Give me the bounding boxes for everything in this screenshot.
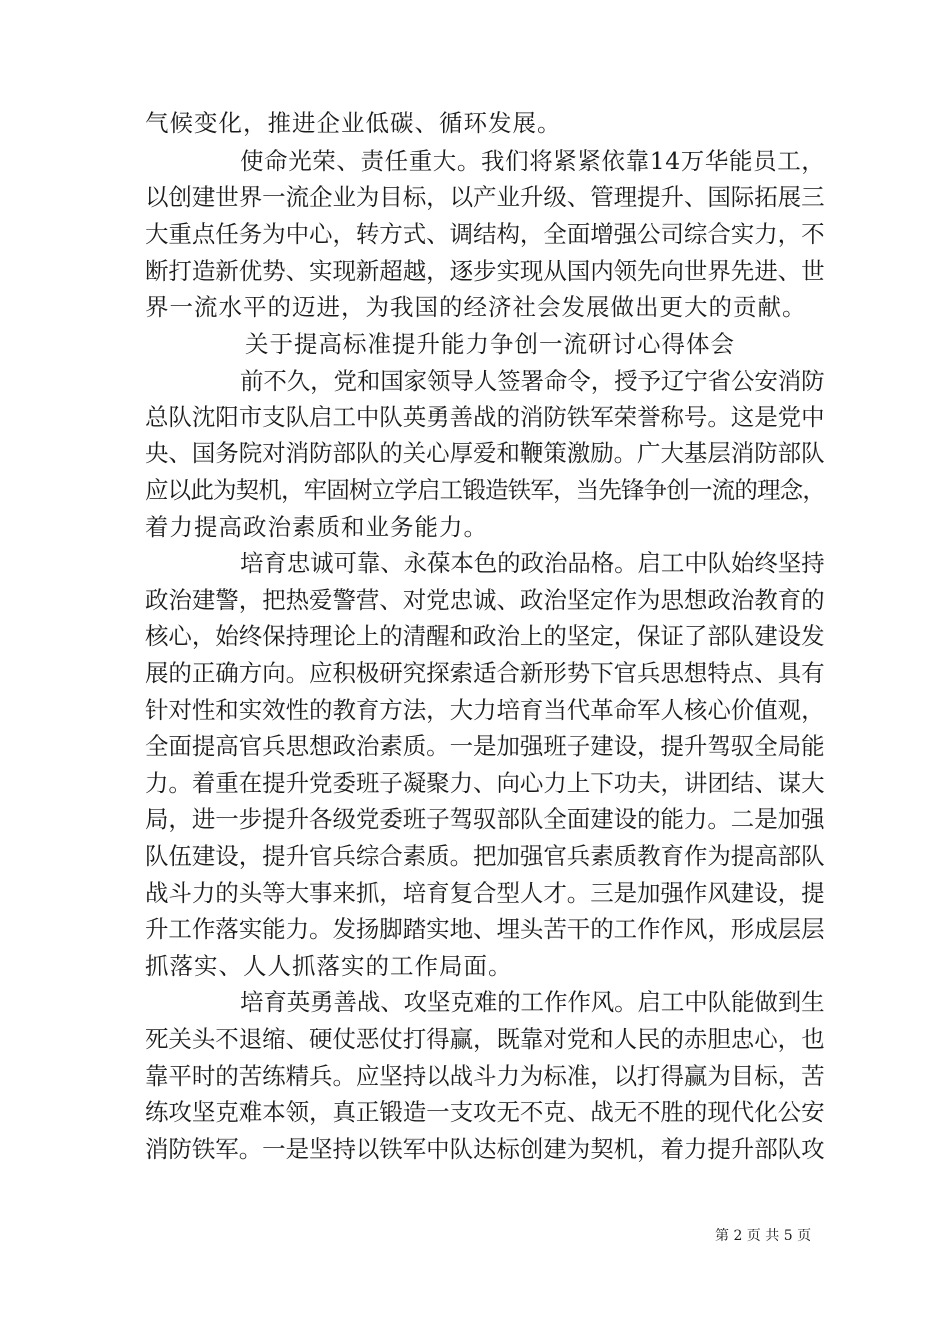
page-number-footer: 第 2 页 共 5 页 (715, 1228, 812, 1244)
text-line: 局，进一步提升各级党委班子驾驭部队全面建设的能力。二是加强 (145, 805, 825, 833)
text-line: 升工作落实能力。发扬脚踏实地、埋头苦干的工作作风，形成层层 (145, 915, 825, 943)
text-line: 央、国务院对消防部队的关心厚爱和鞭策激励。广大基层消防部队 (145, 439, 825, 467)
text-line: 练攻坚克难本领，真正锻造一支攻无不克、战无不胜的现代化公安 (145, 1098, 825, 1126)
text-line: 总队沈阳市支队启工中队英勇善战的消防铁军荣誉称号。这是党中 (145, 403, 825, 431)
text-line: 针对性和实效性的教育方法，大力培育当代革命军人核心价值观， (145, 696, 825, 724)
text-line: 核心，始终保持理论上的清醒和政治上的坚定，保证了部队建设发 (145, 622, 825, 650)
text-line: 力。着重在提升党委班子凝聚力、向心力上下功夫，讲团结、谋大 (145, 769, 825, 797)
text-line: 抓落实、人人抓落实的工作局面。 (145, 952, 513, 980)
text-line: 全面提高官兵思想政治素质。一是加强班子建设，提升驾驭全局能 (145, 732, 825, 760)
text-line: 界一流水平的迈进，为我国的经济社会发展做出更大的贡献。 (145, 293, 807, 321)
text-line: 前不久，党和国家领导人签署命令，授予辽宁省公安消防 (240, 367, 825, 395)
text-line: 政治建警，把热爱警营、对党忠诚、政治坚定作为思想政治教育的 (145, 586, 825, 614)
text-line: 展的正确方向。应积极研究探索适合新形势下官兵思想特点、具有 (145, 659, 825, 687)
text-line: 战斗力的头等大事来抓，培育复合型人才。三是加强作风建设，提 (145, 879, 825, 907)
text-line: 气候变化，推进企业低碳、循环发展。 (145, 109, 562, 137)
text-line: 死关头不退缩、硬仗恶仗打得赢，既靠对党和人民的赤胆忠心，也 (145, 1025, 825, 1053)
text-line: 使命光荣、责任重大。我们将紧紧依靠14万华能员工， (240, 147, 826, 175)
text-line: 培育忠诚可靠、永葆本色的政治品格。启工中队始终坚持 (240, 549, 825, 577)
text-line: 靠平时的苦练精兵。应坚持以战斗力为标准，以打得赢为目标，苦 (145, 1062, 825, 1090)
text-line: 断打造新优势、实现新超越，逐步实现从国内领先向世界先进、世 (145, 257, 825, 285)
text-line: 大重点任务为中心，转方式、调结构，全面增强公司综合实力，不 (145, 220, 825, 248)
text-line: 消防铁军。一是坚持以铁军中队达标创建为契机，着力提升部队攻 (145, 1135, 825, 1163)
text-line: 培育英勇善战、攻坚克难的工作作风。启工中队能做到生 (240, 988, 825, 1016)
text-line: 以创建世界一流企业为目标，以产业升级、管理提升、国际拓展三 (145, 183, 825, 211)
text-line: 着力提高政治素质和业务能力。 (145, 513, 488, 541)
text-line: 队伍建设，提升官兵综合素质。把加强官兵素质教育作为提高部队 (145, 842, 825, 870)
text-line: 应以此为契机，牢固树立学启工锻造铁军，当先锋争创一流的理念， (145, 476, 825, 504)
text-line: 关于提高标准提升能力争创一流研讨心得体会 (245, 330, 735, 358)
